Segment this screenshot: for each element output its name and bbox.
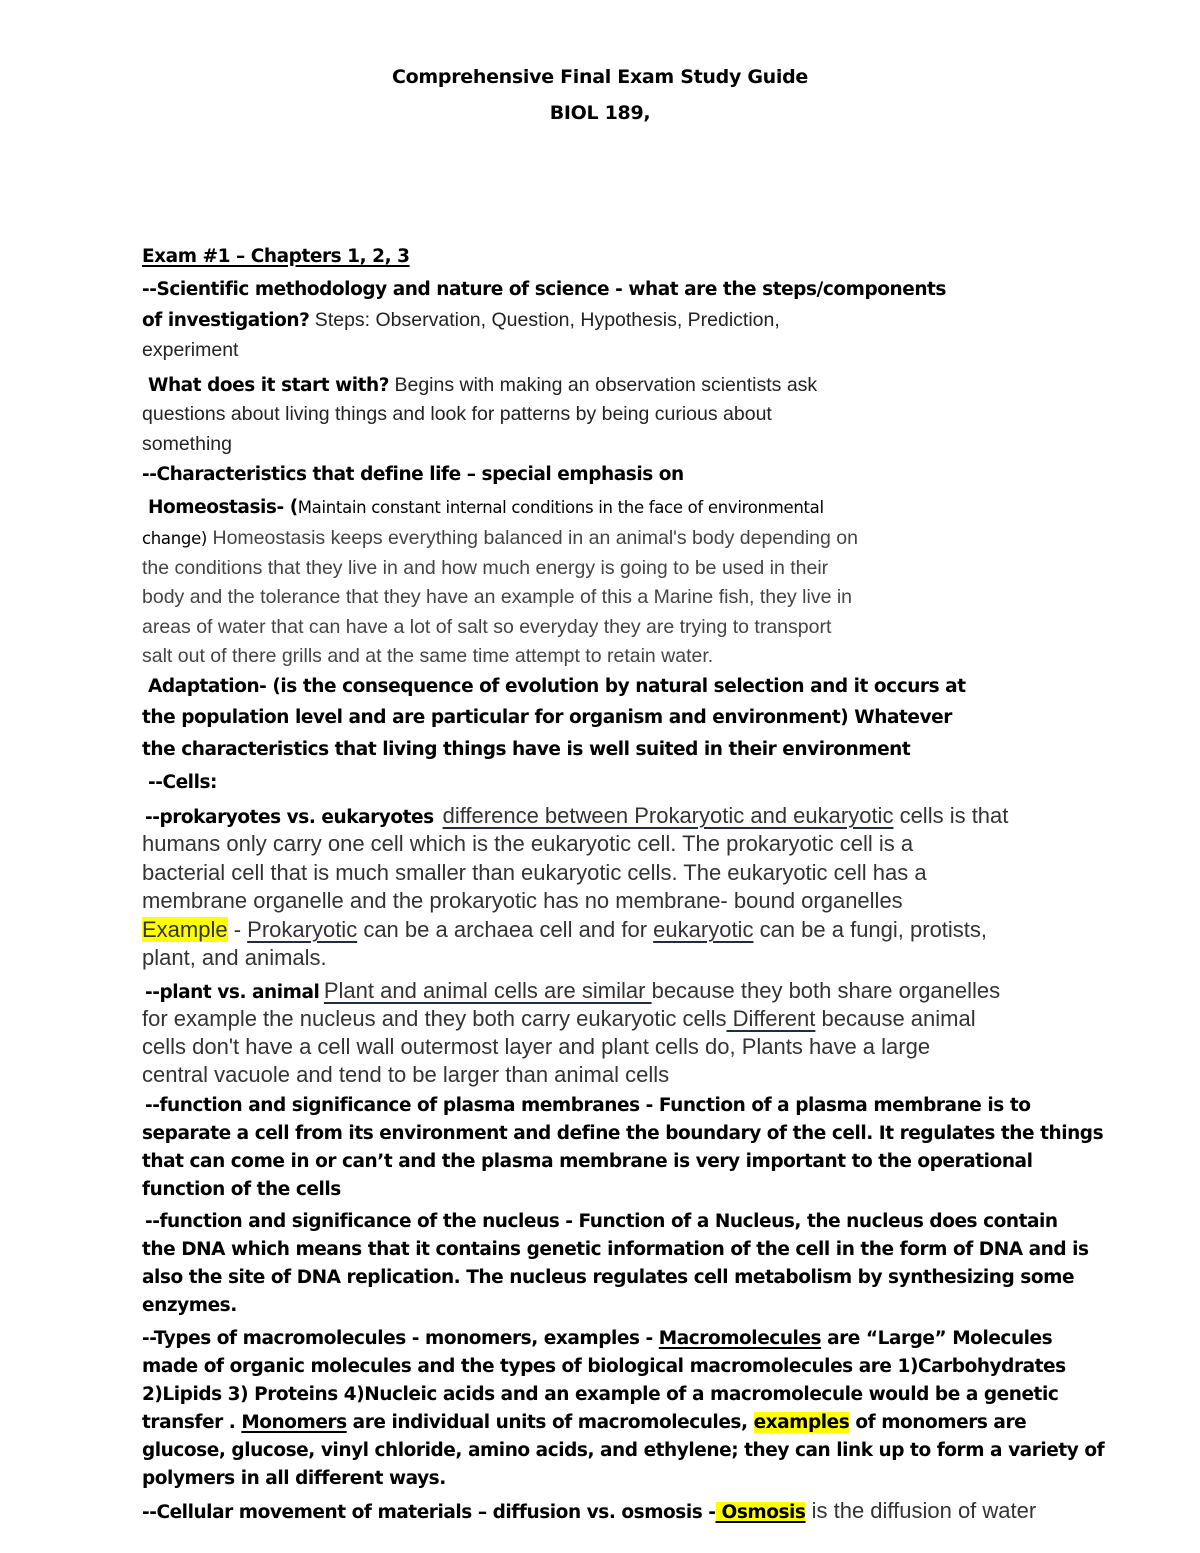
- paragraph-line: --Characteristics that define life – special emphasis on: [142, 464, 684, 485]
- answer-text: because animal: [815, 1006, 976, 1031]
- document-title: Comprehensive Final Exam Study Guide: [392, 66, 808, 88]
- answer-text: because they both share organelles: [651, 978, 1001, 1003]
- paragraph-line: [142, 1498, 1036, 1524]
- dash: -: [227, 917, 248, 942]
- definition-text: change): [142, 529, 208, 548]
- paragraph-line: [145, 803, 1008, 829]
- answer-text: Function of a Nucleus, the nucleus does contain: [572, 1211, 1058, 1232]
- paragraph-line: areas of water that can have a lot of salt so everyday they are trying to transport: [142, 616, 832, 638]
- answer-text: Steps: Observation, Question, Hypothesis, Prediction,: [309, 309, 780, 331]
- paren: (: [283, 497, 298, 518]
- paragraph-line: [142, 917, 987, 943]
- definition-text: Maintain constant internal conditions in the face of environmental: [297, 498, 824, 517]
- question-label: What does it start with?: [148, 375, 390, 396]
- answer-text: are “Large” Molecules: [821, 1328, 1053, 1349]
- answer-text: Function of a plasma membrane is to: [652, 1095, 1031, 1116]
- paragraph-line: [145, 1211, 1058, 1232]
- paragraph-line: glucose, glucose, vinyl chloride, amino acids, and ethylene; they can link up to form a variety of: [142, 1440, 1105, 1461]
- course-code: BIOL 189,: [549, 102, 651, 124]
- paragraph-line: the population level and are particular for organism and environment) Whatever: [142, 707, 952, 728]
- topic-label: --function and significance of the nucleus -: [145, 1211, 573, 1232]
- paragraph-line: the DNA which means that it contains genetic information of the cell in the form of DNA and is: [142, 1239, 1089, 1260]
- answer-text: can be a fungi, protists,: [753, 917, 988, 942]
- topic-label: --Cellular movement of materials – diffusion vs. osmosis -: [142, 1502, 716, 1523]
- answer-text: Homeostasis keeps everything balanced in an animal's body depending on: [207, 527, 858, 549]
- paragraph-line: made of organic molecules and the types of biological macromolecules are 1)Carbohydrates: [142, 1356, 1066, 1377]
- underlined-text: eukaryotic: [653, 917, 754, 942]
- paragraph-line: [145, 978, 1000, 1004]
- paragraph-line: humans only carry one cell which is the eukaryotic cell. The prokaryotic cell is a: [142, 831, 914, 856]
- paragraph-line: [142, 527, 858, 550]
- underlined-text: difference between Prokaryotic and eukaryotic: [442, 803, 894, 828]
- paragraph-line: --Scientific methodology and nature of science - what are the steps/components: [142, 279, 946, 300]
- underlined-text: Macromolecules: [658, 1328, 822, 1349]
- answer-text: can be a archaea cell and for: [357, 917, 654, 942]
- topic-label: --Types of macromolecules - monomers, examples -: [142, 1328, 659, 1349]
- paragraph-line: [142, 1328, 1052, 1349]
- topic-label: --plant vs. animal: [145, 982, 320, 1003]
- paragraph-line: [142, 1006, 976, 1032]
- answer-text: is the diffusion of water: [805, 1498, 1037, 1523]
- paragraph-line: something: [142, 433, 232, 455]
- answer-text: transfer .: [142, 1412, 242, 1433]
- paragraph-line: separate a cell from its environment and define the boundary of the cell. It regulates the things: [142, 1123, 1104, 1144]
- paragraph-line: membrane organelle and the prokaryotic has no membrane- bound organelles: [142, 888, 903, 913]
- question-label: of investigation?: [142, 310, 310, 331]
- paragraph-line: cells don't have a cell wall outermost layer and plant cells do, Plants have a large: [142, 1034, 931, 1059]
- term-label: Adaptation-: [148, 676, 267, 697]
- paragraph-line: [145, 1095, 1031, 1116]
- paragraph-line: [148, 676, 966, 697]
- paragraph-line: that can come in or can’t and the plasma membrane is very important to the operational: [142, 1151, 1033, 1172]
- highlighted-text: Osmosis: [715, 1502, 806, 1523]
- paragraph-line: body and the tolerance that they have an example of this a Marine fish, they live in: [142, 586, 853, 608]
- highlighted-text: examples: [753, 1412, 850, 1433]
- term-label: Homeostasis-: [148, 497, 284, 518]
- paragraph-line: the conditions that they live in and how much energy is going to be used in their: [142, 557, 829, 579]
- answer-text: of monomers are: [849, 1412, 1027, 1433]
- answer-text: Begins with making an observation scientists ask: [389, 374, 818, 396]
- underlined-text: Different: [726, 1006, 816, 1031]
- answer-text: cells is that: [893, 803, 1009, 828]
- definition-text: (is the consequence of evolution by natural selection and it occurs at: [266, 676, 966, 697]
- paragraph-line: central vacuole and tend to be larger than animal cells: [142, 1062, 670, 1087]
- paragraph-line: function of the cells: [142, 1179, 341, 1200]
- paragraph-line: questions about living things and look for patterns by being curious about: [142, 403, 772, 425]
- underlined-text: Plant and animal cells are similar: [323, 978, 652, 1003]
- paragraph-line: experiment: [142, 339, 239, 361]
- paragraph-line: --Cells:: [148, 772, 217, 793]
- paragraph-line: [148, 374, 817, 397]
- topic-label: --function and significance of plasma membranes -: [145, 1095, 653, 1116]
- topic-label: --prokaryotes vs. eukaryotes: [145, 807, 434, 828]
- paragraph-line: bacterial cell that is much smaller than eukaryotic cells. The eukaryotic cell has a: [142, 860, 927, 885]
- paragraph-line: [142, 1412, 1026, 1433]
- paragraph-line: polymers in all different ways.: [142, 1468, 446, 1489]
- answer-text: for example the nucleus and they both carry eukaryotic cells: [142, 1006, 727, 1031]
- paragraph-line: enzymes.: [142, 1295, 237, 1316]
- paragraph-line: the characteristics that living things have is well suited in their environment: [142, 739, 911, 760]
- paragraph-line: salt out of there grills and at the same time attempt to retain water.: [142, 645, 714, 667]
- answer-text: are individual units of macromolecules,: [346, 1412, 754, 1433]
- paragraph-line: 2)Lipids 3) Proteins 4)Nucleic acids and an example of a macromolecule would be a genetic: [142, 1384, 1059, 1405]
- paragraph-line: [142, 309, 780, 332]
- underlined-text: Prokaryotic: [247, 917, 358, 942]
- underlined-text: Monomers: [241, 1412, 347, 1433]
- paragraph-line: plant, and animals.: [142, 945, 327, 970]
- paragraph-line: [148, 497, 824, 518]
- highlighted-text: Example: [142, 917, 228, 942]
- paragraph-line: also the site of DNA replication. The nucleus regulates cell metabolism by synthesizing some: [142, 1267, 1075, 1288]
- section-heading: Exam #1 – Chapters 1, 2, 3: [142, 246, 410, 267]
